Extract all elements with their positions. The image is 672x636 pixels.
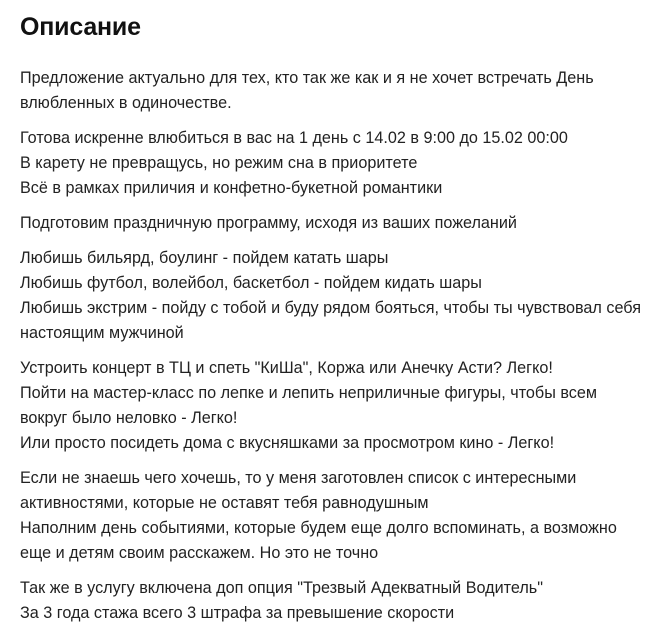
description-paragraph <box>20 576 666 626</box>
text-line: Любишь экстрим - пойду с тобой и буду рядом бояться, чтобы ты чувствовал себя <box>20 299 641 317</box>
text-line: Всё в рамках приличия и конфетно-букетной романтики <box>20 179 443 197</box>
text-line: Или просто посидеть дома с вкусняшками за просмотром кино - Легко! <box>20 434 555 452</box>
text-line: влюбленных в одиночестве. <box>20 94 232 112</box>
text-line: настоящим мужчиной <box>20 324 184 342</box>
description-paragraph <box>20 126 666 201</box>
text-line: Любишь бильярд, боулинг - пойдем катать шары <box>20 249 389 267</box>
description-paragraph <box>20 66 666 116</box>
text-line: Предложение актуально для тех, кто так же как и я не хочет встречать День <box>20 69 594 87</box>
description-paragraph <box>20 466 666 566</box>
text-line: активностями, которые не оставят тебя равнодушным <box>20 494 429 512</box>
text-line: Так же в услугу включена доп опция "Трезвый Адекватный Водитель" <box>20 579 543 597</box>
text-line: Подготовим праздничную программу, исходя из ваших пожеланий <box>20 214 517 232</box>
text-line: Готова искренне влюбиться в вас на 1 день с 14.02 в 9:00 до 15.02 00:00 <box>20 129 568 147</box>
description-section <box>20 12 666 636</box>
text-line: еще и детям своим расскажем. Но это не точно <box>20 544 379 562</box>
text-line: Устроить концерт в ТЦ и спеть "КиШа", Коржа или Анечку Асти? Легко! <box>20 359 553 377</box>
text-line: вокруг было неловко - Легко! <box>20 409 238 427</box>
section-title: Описание <box>20 13 141 41</box>
description-paragraph <box>20 356 666 456</box>
text-line: В карету не превращусь, но режим сна в приоритете <box>20 154 418 172</box>
text-line: Пойти на мастер-класс по лепке и лепить неприличные фигуры, чтобы всем <box>20 384 597 402</box>
description-paragraph <box>20 246 666 346</box>
text-line: За 3 года стажа всего 3 штрафа за превышение скорости <box>20 604 455 622</box>
text-line: Любишь футбол, волейбол, баскетбол - пойдем кидать шары <box>20 274 482 292</box>
description-paragraph <box>20 211 666 236</box>
text-line: Если не знаешь чего хочешь, то у меня заготовлен список с интересными <box>20 469 577 487</box>
text-line: Наполним день событиями, которые будем еще долго вспоминать, а возможно <box>20 519 617 537</box>
